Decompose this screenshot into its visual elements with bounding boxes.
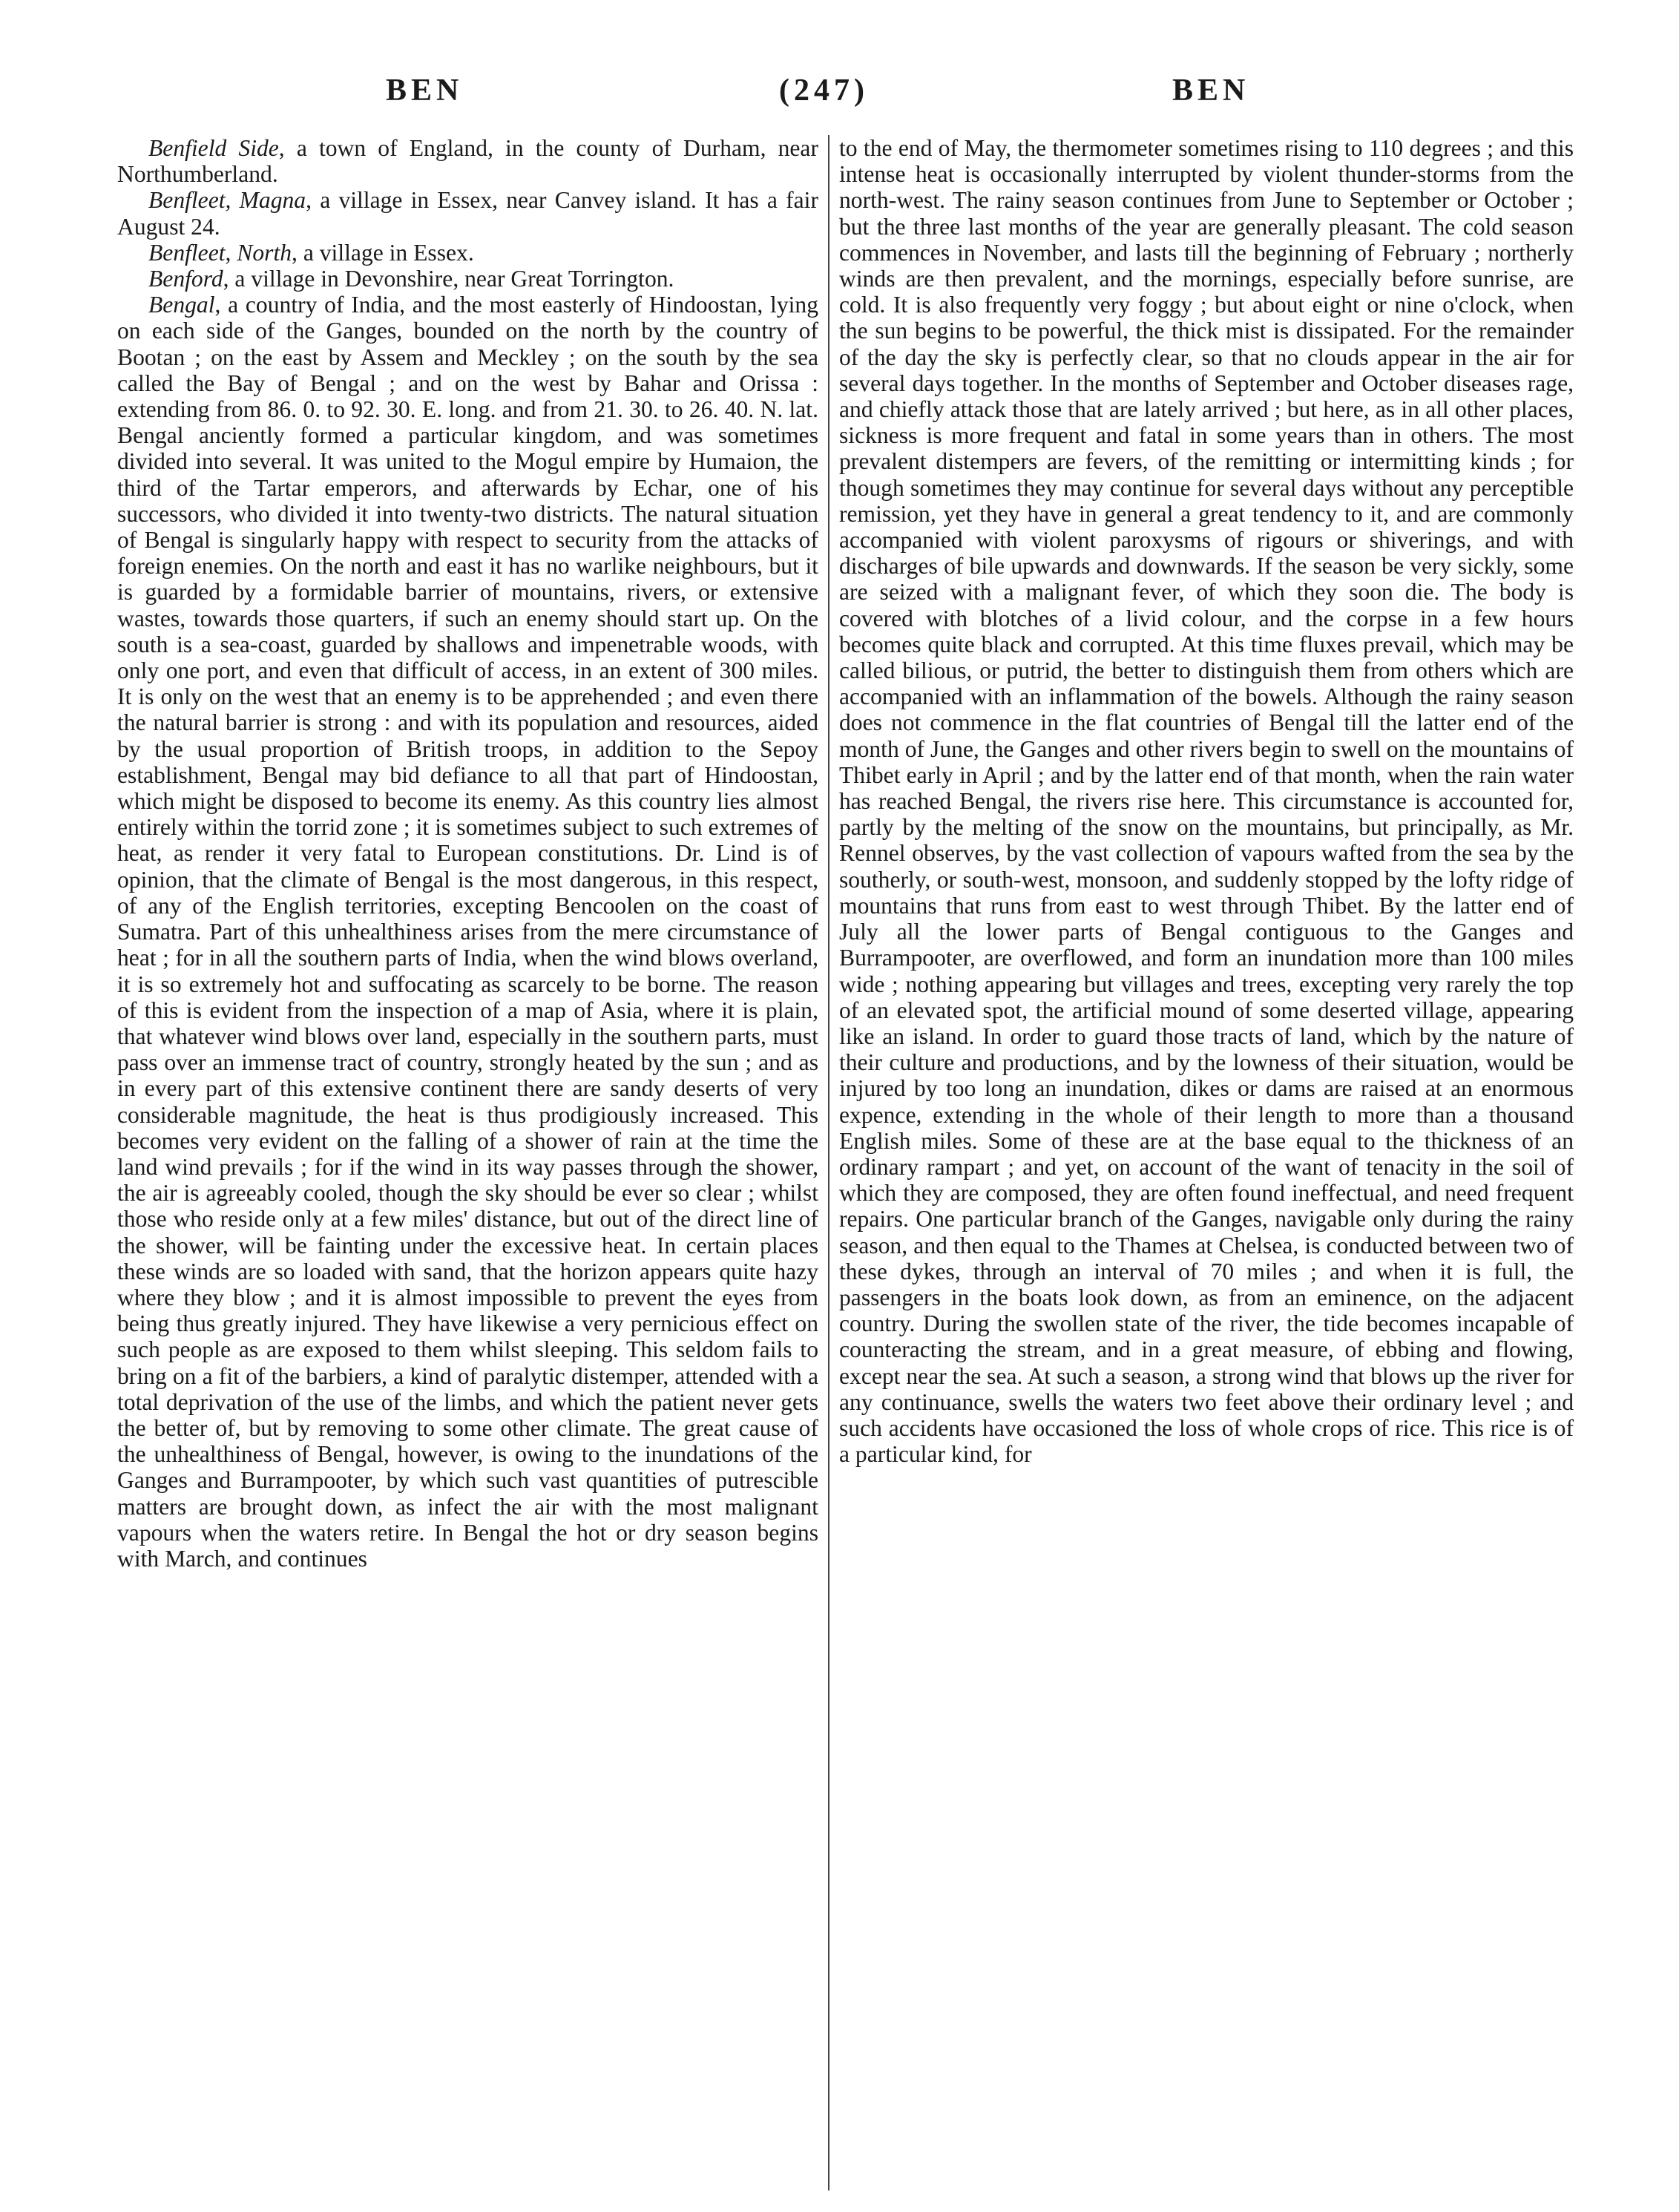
entry-benfleet-north: [117, 240, 818, 266]
entry-title: Benfleet, North: [148, 239, 292, 266]
entry-title: Benfleet, Magna: [148, 187, 306, 214]
entry-title: Benford: [148, 266, 223, 292]
entry-benfleet-magna: [117, 187, 818, 239]
page-number: (247): [779, 73, 869, 108]
entry-text: , a village in Essex, near Canvey island. It has a fair August 24.: [117, 187, 818, 240]
entry-benford: [117, 266, 818, 292]
right-column: [839, 135, 1574, 1467]
column-divider: [828, 135, 829, 2190]
left-column: [117, 135, 818, 1572]
header-left: BEN: [386, 73, 464, 108]
header-right: BEN: [1172, 73, 1250, 108]
entry-title: Benfield Side: [148, 135, 279, 161]
entry-text: , a village in Devonshire, near Great Torrington.: [223, 266, 674, 292]
running-header: [386, 73, 1343, 117]
entry-text: , a country of India, and the most easterly of Hindoostan, lying on each side of the Ganges, bounded on the north by the country of Bootan ; on the east by Assem and Meckley ; on the south by the sea called the Bay of Bengal ; and on the west by Bahar and Orissa : extending from 86. 0. to 92. 30. E. long. and from 21. 30. to 26. 40. N. lat. Bengal anciently formed a particular kingdom, and was sometimes divided into several. It was united to the Mogul empire by Humaion, the third of the Tartar emperors, and afterwards by Echar, one of his successors, who divided it into twenty-two districts. The natural situation of Bengal is singularly happy with respect to security from the attacks of foreign enemies. On the north and east it has no warlike neighbours, but it is guarded by a formidable barrier of mountains, rivers, or extensive wastes, towards those quarters, if such an enemy should start up. On the south is a sea-coast, guarded by shallows and impenetrable woods, with only one port, and even that difficult of access, in an extent of 300 miles. It is only on the west that an enemy is to be apprehended ; and even there the natural barrier is strong : and with its population and resources, aided by the usual proportion of British troops, in addition to the Sepoy establishment, Bengal may bid defiance to all that part of Hindoostan, which might be disposed to become its enemy. As this country lies almost entirely within the torrid zone ; it is sometimes subject to such extremes of heat, as render it very fatal to European constitutions. Dr. Lind is of opinion, that the climate of Bengal is the most dangerous, in this respect, of any of the English territories, excepting Bencoolen on the coast of Sumatra. Part of this unhealthiness arises from the mere circumstance of heat ; for in all the southern parts of India, when the wind blows overland, it is so extremely hot and suffocating as scarcely to be borne. The reason of this is evident from the inspection of a map of Asia, where it is plain, that whatever wind blows over land, especially in the southern parts, must pass over an immense tract of country, strongly heated by the sun ; and as in every part of this extensive continent there are sandy deserts of very considerable magnitude, the heat is thus prodigiously increased. This becomes very evident on the falling of a shower of rain at the time the land wind prevails ; for if the wind in its way passes through the shower, the air is agreeably cooled, though the sky should be ever so clear ; whilst those who reside only at a few miles' distance, but out of the direct line of the shower, will be fainting under the excessive heat. In certain places these winds are so loaded with sand, that the horizon appears quite hazy where they blow ; and it is almost impossible to prevent the eyes from being thus greatly injured. They have likewise a very pernicious effect on such people as are exposed to them whilst sleeping. This seldom fails to bring on a fit of the barbiers, a kind of paralytic distemper, attended with a total deprivation of the use of the limbs, and which the patient never gets the better of, but by removing to some other climate. The great cause of the unhealthiness of Bengal, however, is owing to the inundations of the Ganges and Burrampooter, by which such vast quantities of putrescible matters are brought down, as infect the air with the most malignant vapours when the waters retire. In Bengal the hot or dry season begins with March, and continues: [117, 292, 818, 1572]
entry-text: , a town of England, in the county of Durham, near Northumberland.: [117, 135, 818, 188]
bengal-continued-text: to the end of May, the thermometer sometimes rising to 110 degrees ; and this intense heat is occasionally interrupted by violent thunder-storms from the north-west. The rainy season continues from June to September or October ; but the three last months of the year are generally pleasant. The cold season commences in November, and lasts till the beginning of February ; northerly winds are then prevalent, and the mornings, especially before sunrise, are cold. It is also frequently very foggy ; but about eight or nine o'clock, when the sun begins to be powerful, the thick mist is dissipated. For the remainder of the day the sky is perfectly clear, so that no clouds appear in the air for several days together. In the months of September and October diseases rage, and chiefly attack those that are lately arrived ; but here, as in all other places, sickness is more frequent and fatal in some years than in others. The most prevalent distempers are fevers, of the remitting or intermitting kinds ; for though sometimes they may continue for several days without any perceptible remission, yet they have in general a great tendency to it, and are commonly accompanied with violent paroxysms of rigours or shiverings, and with discharges of bile upwards and downwards. If the season be very sickly, some are seized with a malignant fever, of which they soon die. The body is covered with blotches of a livid colour, and the corpse in a few hours becomes quite black and corrupted. At this time fluxes prevail, which may be called bilious, or putrid, the better to distinguish them from others which are accompanied with an inflammation of the bowels. Although the rainy season does not commence in the flat countries of Bengal till the latter end of the month of June, the Ganges and other rivers begin to swell on the mountains of Thibet early in April ; and by the latter end of that month, when the rain water has reached Bengal, the rivers rise here. This circumstance is accounted for, partly by the melting of the snow on the mountains, but principally, as Mr. Rennel observes, by the vast collection of vapours wafted from the sea by the southerly, or south-west, monsoon, and suddenly stopped by the lofty ridge of mountains that runs from east to west through Thibet. By the latter end of July all the lower parts of Bengal contiguous to the Ganges and Burrampooter, are overflowed, and form an inundation more than 100 miles wide ; nothing appearing but villages and trees, excepting very rarely the top of an elevated spot, the artificial mound of some deserted village, appearing like an island. In order to guard those tracts of land, which by the nature of their culture and productions, and by the lowness of their situation, would be injured by too long an inundation, dikes or dams are raised at an enormous expence, extending in the whole of their length to more than a thousand English miles. Some of these are at the base equal to the thickness of an ordinary rampart ; and yet, on account of the want of tenacity in the soil of which they are composed, they are often found ineffectual, and need frequent repairs. One particular branch of the Ganges, navigable only during the rainy season, and then equal to the Thames at Chelsea, is conducted between two of these dykes, through an interval of 70 miles ; and when it is full, the passengers in the boats look down, as from an eminence, on the adjacent country. During the swollen state of the river, the tide becomes incapable of counteracting the stream, and in a great measure, of ebbing and flowing, except near the sea. At such a season, a strong wind that blows up the river for any continuance, swells the waters two feet above their ordinary level ; and such accidents have occasioned the loss of whole crops of rice. This rice is of a particular kind, for: [839, 135, 1574, 1468]
entry-bengal: [117, 292, 818, 1572]
entry-benfield-side: [117, 135, 818, 187]
entry-text: , a village in Essex.: [292, 239, 474, 266]
entry-title: Bengal: [148, 292, 215, 318]
